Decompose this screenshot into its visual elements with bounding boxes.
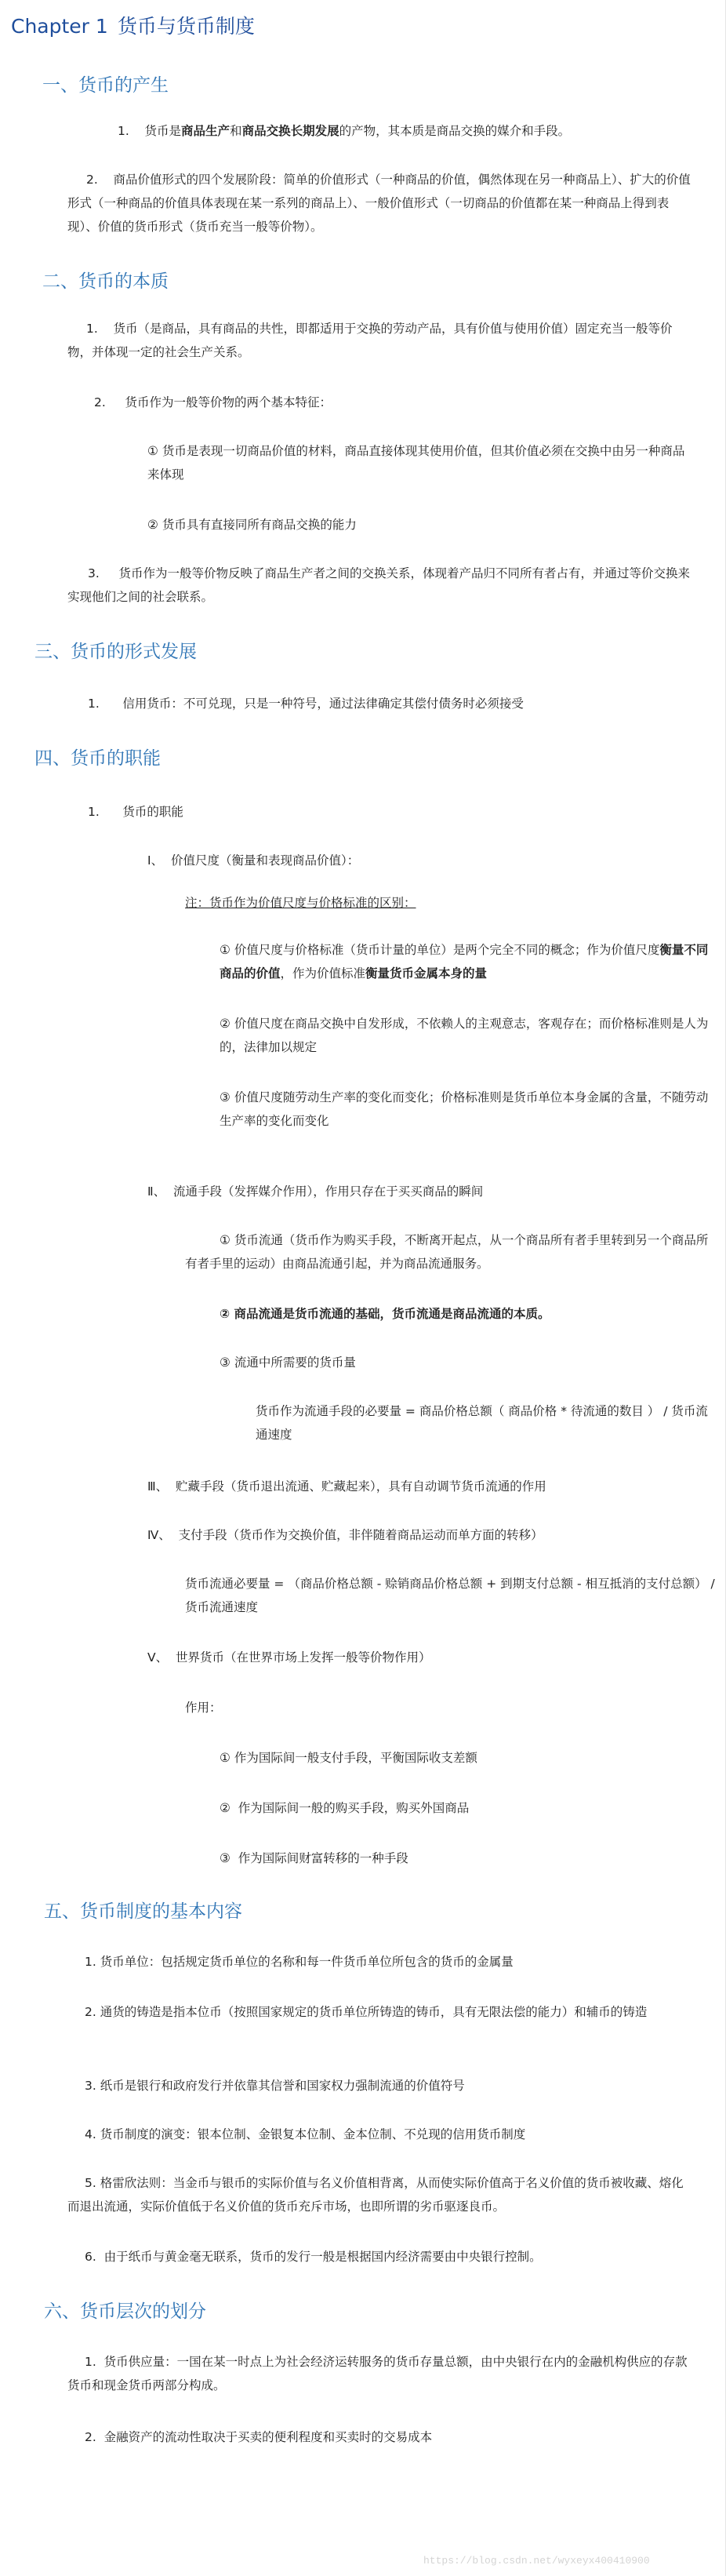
function-4-heading: Ⅳ、 支付手段（货币作为交换价值，非伴随着商品运动而单方面的转移）	[147, 1528, 543, 1542]
bold-term: 衡量不同商品的价值	[220, 943, 709, 981]
paragraph-2-1: 1. 货币（是商品，具有商品的共性，即都适用于交换的劳动产品，具有价值与使用价值）固定充当一般等价物，并体现一定的社会生产关系。	[67, 322, 673, 359]
paragraph-2-2b: ② 货币具有直接同所有商品交换的能力	[147, 518, 357, 532]
chapter-title	[11, 13, 255, 41]
bold-term: 衡量货币金属本身的量	[365, 966, 488, 981]
paragraph-5-6: 6. 由于纸币与黄金毫无联系，货币的发行一般是根据国内经济需要由中央银行控制。	[85, 2250, 542, 2264]
item-number: 1.	[85, 2355, 96, 2369]
item-number: 2.	[86, 173, 98, 187]
item-number: 2.	[85, 2005, 96, 2019]
paragraph-1-2: 2. 商品价值形式的四个发展阶段：简单的价值形式（一种商品的价值，偶然体现在另一种商品上）、扩大的价值形式（一种商品的价值具体表现在某一系列的商品上）、一般价值形式（一切商品的价值都在某一种商品上得到表现）、价值的货币形式（货币充当一般等价物）。	[67, 173, 691, 234]
paragraph-3-1: 1. 信用货币：不可兑现，只是一种符号，通过法律确定其偿付债务时必须接受	[88, 697, 524, 711]
section-heading-1: 一、货币的产生	[42, 75, 169, 96]
item-number: 3.	[88, 566, 100, 580]
function-2-item-2: ② 商品流通是货币流通的基础，货币流通是商品流通的本质。	[220, 1307, 550, 1321]
item-number: 1.	[85, 1955, 96, 1969]
item-number: 2.	[85, 2430, 96, 2444]
item-number: 6.	[85, 2250, 96, 2264]
function-2-item-1: ① 货币流通（货币作为购买手段，不断离开起点，从一个商品所有者手里转到另一个商品所有者手里的运动）由商品流通引起，并为商品流通服务。	[185, 1233, 709, 1271]
function-5-usage-label: 作用：	[185, 1701, 222, 1715]
paragraph-2-2a: ① 货币是表现一切商品价值的材料，商品直接体现其使用价值，但其价值必须在交换中由另一种商品来体现	[147, 444, 685, 482]
item-number: ③	[220, 1355, 231, 1370]
item-number: 1.	[88, 697, 100, 711]
item-number: 3.	[85, 2079, 96, 2093]
paragraph-5-4: 4. 货币制度的演变：银本位制、金银复本位制、金本位制、不兑现的信用货币制度	[85, 2127, 526, 2141]
circulation-formula: 货币作为流通手段的必要量 = 商品价格总额（ 商品价格 * 待流通的数目 ） / 货币流通速度	[256, 1404, 708, 1442]
item-number: ②	[220, 1801, 231, 1815]
item-number: ②	[220, 1017, 231, 1031]
roman-numeral: Ⅳ、	[147, 1528, 171, 1542]
item-number: 1.	[86, 322, 98, 336]
roman-numeral: Ⅴ、	[147, 1650, 169, 1665]
note-heading: 注：货币作为价值尺度与价格标准的区别：	[185, 896, 416, 910]
watermark: https://blog.csdn.net/wyxeyx400410900	[423, 2555, 650, 2567]
paragraph-6-2: 2. 金融资产的流动性取决于买卖的便利程度和买卖时的交易成本	[85, 2430, 433, 2444]
chapter-number: Chapter 1	[11, 15, 108, 38]
function-5-item-1: ① 作为国际间一般支付手段，平衡国际收支差额	[220, 1751, 477, 1765]
paragraph-5-1: 1. 货币单位：包括规定货币单位的名称和每一件货币单位所包含的货币的金属量	[85, 1955, 514, 1969]
paragraph-4-1: 1. 货币的职能	[88, 805, 183, 819]
item-number: ②	[220, 1307, 231, 1321]
function-1-heading: Ⅰ、 价值尺度（衡量和表现商品价值）：	[147, 853, 360, 868]
paragraph-6-1: 1. 货币供应量：一国在某一时点上为社会经济运转服务的货币存量总额，由中央银行在内的金融机构供应的存款货币和现金货币两部分构成。	[67, 2355, 688, 2392]
function-2-heading: Ⅱ、 流通手段（发挥媒介作用），作用只存在于买买商品的瞬间	[147, 1184, 484, 1199]
function-5-item-2: ② 作为国际间一般的购买手段，购买外国商品	[220, 1801, 470, 1815]
item-number: ①	[220, 1233, 231, 1247]
item-number: ①	[220, 943, 231, 957]
roman-numeral: Ⅰ、	[147, 853, 164, 868]
item-number: ③	[220, 1851, 231, 1865]
item-number: 1.	[88, 805, 100, 819]
item-number: ③	[220, 1090, 231, 1104]
section-heading-4: 四、货币的职能	[34, 748, 161, 769]
item-number: ②	[147, 518, 158, 532]
function-5-heading: Ⅴ、 世界货币（在世界市场上发挥一般等价物作用）	[147, 1650, 431, 1665]
item-number: 1.	[118, 124, 129, 138]
paragraph-1-1: 1. 货币是商品生产和商品交换长期发展的产物，其本质是商品交换的媒介和手段。	[118, 124, 571, 138]
section-heading-2: 二、货币的本质	[42, 271, 169, 292]
item-number: 4.	[85, 2127, 96, 2141]
section-heading-6: 六、货币层次的划分	[44, 2301, 206, 2322]
item-number: 2.	[94, 395, 106, 409]
function-5-item-3: ③ 作为国际间财富转移的一种手段	[220, 1851, 408, 1865]
payment-formula: 货币流通必要量 = （商品价格总额 - 赊销商品价格总额 + 到期支付总额 - 相互抵消的支付总额） / 货币流通速度	[185, 1577, 715, 1614]
paragraph-2-2: 2. 货币作为一般等价物的两个基本特征：	[94, 395, 332, 409]
paragraph-5-3: 3. 纸币是银行和政府发行并依靠其信誉和国家权力强制流通的价值符号	[85, 2079, 465, 2093]
bold-term: 商品交换长期发展	[241, 124, 339, 138]
section-heading-3: 三、货币的形式发展	[34, 642, 197, 662]
section-heading-5: 五、货币制度的基本内容	[44, 1901, 242, 1922]
note-item-3: ③ 价值尺度随劳动生产率的变化而变化；价格标准则是货币单位本身金属的含量，不随劳动生产率的变化而变化	[220, 1090, 709, 1128]
note-item-2: ② 价值尺度在商品交换中自发形成，不依赖人的主观意志，客观存在；而价格标准则是人为的，法律加以规定	[220, 1017, 709, 1054]
paragraph-2-3: 3. 货币作为一般等价物反映了商品生产者之间的交换关系，体现着产品归不同所有者占有，并通过等价交换来实现他们之间的社会联系。	[67, 566, 690, 604]
roman-numeral: Ⅱ、	[147, 1184, 166, 1199]
function-3-heading: Ⅲ、 贮藏手段（货币退出流通、贮藏起来），具有自动调节货币流通的作用	[147, 1479, 546, 1494]
item-number: 5.	[85, 2176, 96, 2190]
bold-term: 商品生产	[181, 124, 231, 138]
function-2-item-3: ③ 流通中所需要的货币量	[220, 1355, 356, 1370]
item-number: ①	[220, 1751, 231, 1765]
chapter-title-text: 货币与货币制度	[117, 15, 255, 38]
roman-numeral: Ⅲ、	[147, 1479, 169, 1494]
paragraph-5-5: 5. 格雷欣法则：当金币与银币的实际价值与名义价值相背离，从而使实际价值高于名义价值的货币被收藏、熔化而退出流通，实际价值低于名义价值的货币充斥市场，也即所谓的劣币驱逐良币。	[67, 2176, 684, 2214]
item-number: ①	[147, 444, 158, 458]
paragraph-5-2: 2. 通货的铸造是指本位币（按照国家规定的货币单位所铸造的铸币，具有无限法偿的能力）和辅币的铸造	[85, 2005, 648, 2019]
note-item-1: ① 价值尺度与价格标准（货币计量的单位）是两个完全不同的概念；作为价值尺度衡量不同商品的价值，作为价值标准衡量货币金属本身的量	[220, 943, 709, 981]
